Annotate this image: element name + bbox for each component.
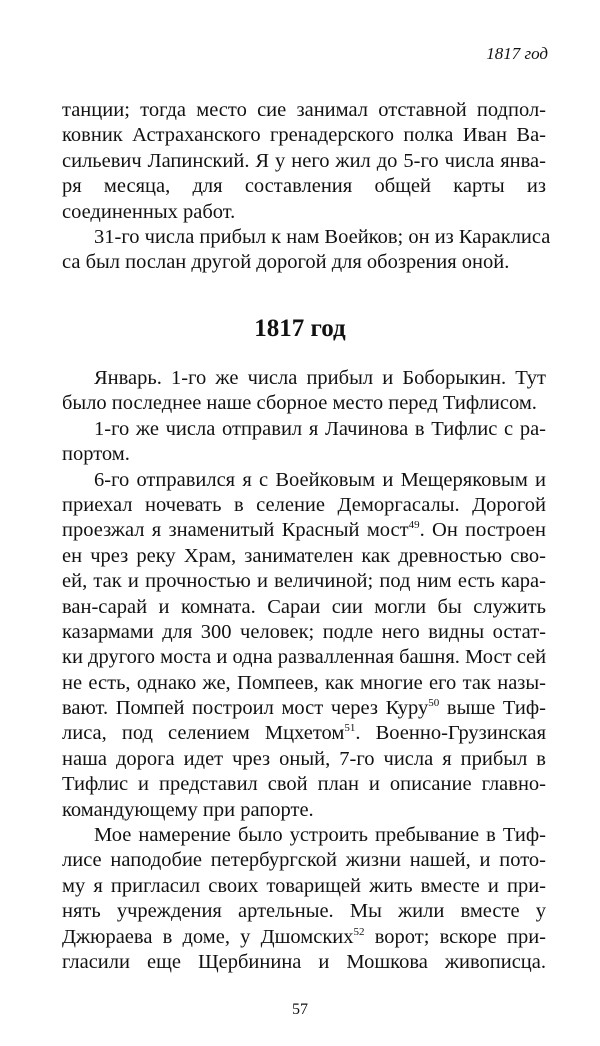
text-line: портом. [62, 443, 130, 466]
text-line: приехал ночевать в селение Деморгасалы. Дорогой [62, 493, 546, 516]
text-line: ен чрез реку Храм, занимателен как древностью сво- [62, 544, 546, 567]
text-line: ковник Астраханского гренадерского полка Иван Ва- [62, 124, 546, 147]
paragraph-1 [62, 98, 546, 225]
footnote-marker-49: 49 [408, 519, 420, 532]
text-line: ря месяца, для составления общей карты из [62, 175, 546, 198]
text-fragment: выше Тиф- [439, 697, 546, 720]
paragraph-2 [62, 225, 551, 276]
text-line: гласили еще Щербинина и Мошкова живописца. [62, 950, 546, 973]
running-header: 1817 год [486, 44, 548, 63]
text-line: командующему при рапорте. [62, 798, 314, 821]
text-line: нять учреждения артельные. Мы жили вместе у [62, 900, 546, 923]
text-line: 6-го отправился я с Воейковым и Мещеряковым и [94, 468, 546, 491]
text-line: 31-го числа прибыл к нам Воейков; он из Караклиса [94, 225, 551, 248]
page-number: 57 [292, 1001, 308, 1018]
paragraph-6 [62, 823, 546, 975]
text-line: было последнее наше сборное место перед Тифлисом. [62, 392, 537, 415]
text-line-with-footnote [62, 518, 546, 543]
text-line: не есть, однако же, Помпеев, как многие его так назы- [62, 671, 546, 694]
paragraph-3 [62, 366, 546, 417]
text-line-with-footnote [62, 696, 546, 721]
text-fragment: вают. Помпей построил мост через Куру [62, 697, 429, 720]
text-line-with-footnote [62, 721, 546, 746]
paragraph-4 [62, 417, 546, 468]
text-fragment: . Он построен [419, 519, 546, 542]
text-line: му я пригласил своих товарищей жить вместе и при- [62, 874, 546, 897]
text-fragment: Джюраева в доме, у Дшомских [62, 925, 354, 948]
text-line: Январь. 1-го же числа прибыл и Боборыкин. Тут [94, 367, 546, 389]
text-line: Тифлис и представил свой план и описание главно- [62, 773, 546, 796]
text-line: танции; тогда место сие занимал отставной подпол- [62, 99, 546, 121]
text-line: сильевич Лапинский. Я у него жил до 5-го числа янва- [62, 149, 546, 172]
text-line: наша дорога идет чрез оный, 7-го числа я прибыл в [62, 747, 546, 770]
footnote-marker-52: 52 [353, 925, 365, 938]
text-fragment: лиса, под селением Мцхетом [62, 722, 345, 745]
paragraph-5 [62, 468, 546, 823]
footnote-marker-51: 51 [344, 722, 356, 735]
text-block-after-heading [62, 366, 546, 975]
text-line: 1-го же числа отправил я Лачинова в Тифлис с ра- [94, 417, 546, 440]
text-line: лисе наподобие петербургской жизни нашей, и пото- [62, 849, 546, 872]
text-line: са был послан другой дорогой для обозрения оной. [62, 251, 510, 274]
text-block-before-heading [62, 98, 551, 276]
footnote-marker-50: 50 [428, 697, 440, 710]
section-heading: 1817 год [254, 315, 346, 342]
text-line-with-footnote [62, 925, 546, 950]
text-line: ки другого моста и одна развалленная башня. Мост сей [62, 646, 547, 669]
text-line: ван-сарай и комната. Сараи сии могли бы служить [62, 595, 546, 618]
text-line: Мое намерение было устроить пребывание в Тиф- [94, 824, 546, 847]
text-fragment: проезжал я знаменитый Красный мост [62, 519, 409, 542]
text-line: казармами для 300 человек; подле него видны остат- [62, 620, 546, 643]
text-line: соединенных работ. [62, 200, 236, 223]
text-fragment: ворот; вскоре при- [364, 925, 547, 948]
text-line: ей, так и прочностью и величиной; под ним есть кара- [62, 570, 546, 593]
text-fragment: . Военно-Грузинская [355, 722, 546, 745]
